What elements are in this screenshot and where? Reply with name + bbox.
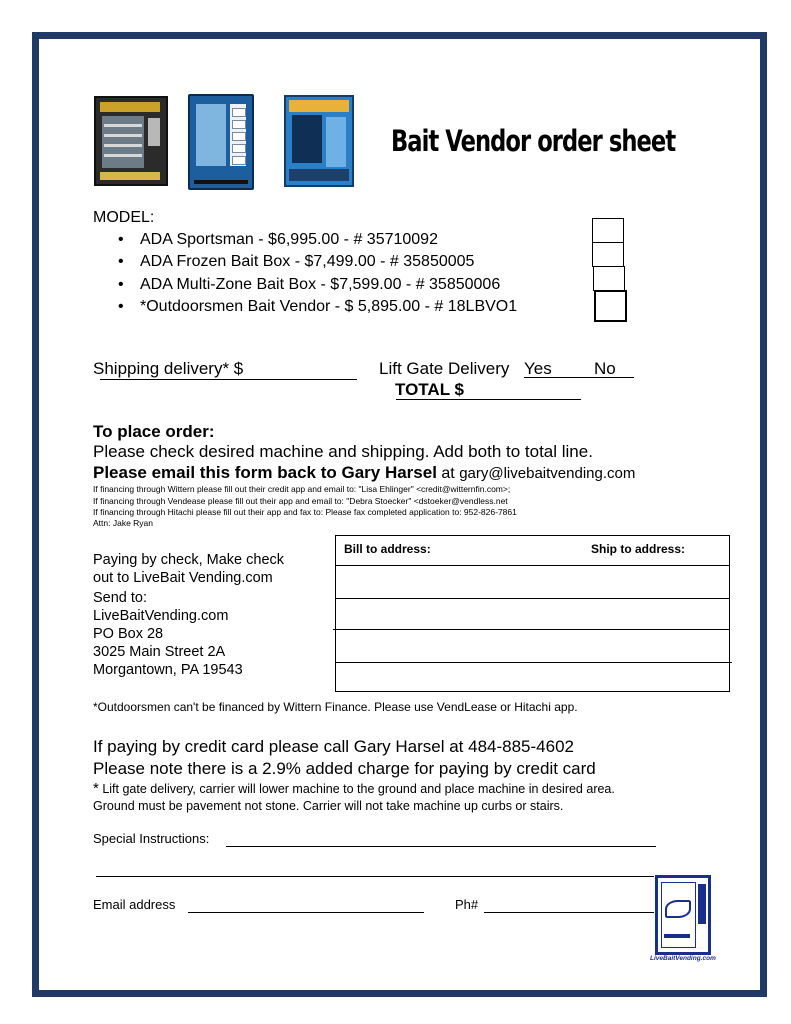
email-address-label: Email address bbox=[93, 897, 176, 912]
total-line[interactable] bbox=[396, 399, 581, 400]
shipping-label: Shipping delivery* $ bbox=[93, 359, 244, 378]
model-option-frozen: ADA Frozen Bait Box - $7,499.00 - # 35850005 bbox=[140, 253, 475, 270]
mail-address-line: PO Box 28 bbox=[93, 626, 164, 642]
financing-hitachi: If financing through Hitachi please fill out their app and fax to: Please fax completed application to: 952-826-7861 bbox=[93, 507, 517, 517]
liftgate-note-text: Lift gate delivery, carrier will lower machine to the ground and place machine in desired area. bbox=[98, 782, 615, 796]
liftgate-note-1 bbox=[93, 780, 615, 798]
outdoorsmen-note: *Outdoorsmen can't be financed by Wittern Finance. Please use VendLease or Hitachi app. bbox=[93, 700, 578, 714]
liftgate-yes[interactable]: Yes bbox=[524, 359, 552, 378]
address-box bbox=[335, 535, 730, 692]
checkbox-frozen[interactable] bbox=[592, 242, 624, 267]
check-line-1: Paying by check, Make check bbox=[93, 552, 285, 568]
phone-label: Ph# bbox=[455, 897, 479, 912]
logo-caption: LiveBaitVending.com bbox=[650, 955, 716, 962]
check-line-2: out to LiveBait Vending.com bbox=[93, 570, 273, 586]
credit-card-note-1: If paying by credit card please call Gary Harsel at 484-885-4602 bbox=[93, 737, 574, 756]
page-title: Bait Vendor order sheet bbox=[391, 124, 676, 158]
model-label: MODEL: bbox=[93, 209, 155, 226]
address-line[interactable] bbox=[336, 565, 729, 566]
address-line[interactable] bbox=[333, 629, 729, 630]
checkbox-multizone[interactable] bbox=[593, 266, 625, 291]
ada-sportsman-image bbox=[94, 96, 168, 186]
credit-card-note-2: Please note there is a 2.9% added charge for paying by credit card bbox=[93, 759, 596, 778]
financing-vendease: If financing through Vendease please fill out their app and email to: "Debra Stoecker" <dstoeker@vendless.net bbox=[93, 496, 508, 506]
model-option-sportsman: ADA Sportsman - $6,995.00 - # 35710092 bbox=[140, 231, 438, 248]
liftgate-label: Lift Gate Delivery bbox=[379, 359, 510, 378]
email-instruction bbox=[93, 463, 635, 483]
financing-attn: Attn: Jake Ryan bbox=[93, 518, 154, 528]
total-label: TOTAL $ bbox=[395, 380, 464, 399]
bullet: • bbox=[118, 298, 124, 315]
ship-to-label: Ship to address: bbox=[591, 542, 686, 556]
phone-line[interactable] bbox=[484, 912, 654, 913]
mail-address-line: LiveBaitVending.com bbox=[93, 608, 229, 624]
livebaitvending-logo bbox=[655, 875, 711, 955]
email-instruction-bold: Please email this form back to Gary Harsel bbox=[93, 463, 437, 482]
ada-frozen-bait-box-image bbox=[188, 94, 254, 190]
liftgate-no[interactable]: No bbox=[594, 359, 616, 378]
mail-address-line: Morgantown, PA 19543 bbox=[93, 662, 243, 678]
email-address-line[interactable] bbox=[188, 912, 424, 913]
address-line[interactable] bbox=[336, 598, 729, 599]
send-to-label: Send to: bbox=[93, 590, 148, 606]
checkbox-outdoorsmen[interactable] bbox=[594, 290, 627, 322]
shipping-amount-line[interactable] bbox=[100, 379, 357, 380]
liftgate-note-2: Ground must be pavement not stone. Carrier will not take machine up curbs or stairs. bbox=[93, 799, 564, 813]
checkbox-sportsman[interactable] bbox=[592, 218, 624, 243]
asterisk: * bbox=[93, 780, 99, 797]
liftgate-line bbox=[524, 377, 634, 378]
special-instructions-line[interactable] bbox=[226, 846, 656, 847]
special-instructions-label: Special Instructions: bbox=[93, 831, 210, 846]
outdoorsmen-bait-vendor-image bbox=[284, 95, 354, 187]
bullet: • bbox=[118, 253, 124, 270]
fish-icon bbox=[665, 900, 691, 918]
model-option-multizone: ADA Multi-Zone Bait Box - $7,599.00 - # 35850006 bbox=[140, 276, 501, 293]
address-line[interactable] bbox=[336, 662, 732, 663]
email-at: at bbox=[441, 465, 455, 482]
mail-address-line: 3025 Main Street 2A bbox=[93, 644, 226, 660]
bill-to-label: Bill to address: bbox=[344, 542, 431, 556]
bullet: • bbox=[118, 276, 124, 293]
order-heading: To place order: bbox=[93, 422, 215, 441]
bullet: • bbox=[118, 231, 124, 248]
financing-wittern: If financing through Wittern please fill out their credit app and email to: "Lisa Ehlinger" <credit@witternfin.com>; bbox=[93, 484, 511, 494]
special-instructions-line-2[interactable] bbox=[96, 876, 654, 877]
contact-email[interactable]: gary@livebaitvending.com bbox=[459, 465, 636, 482]
model-option-outdoorsmen: *Outdoorsmen Bait Vendor - $ 5,895.00 - # 18LBVO1 bbox=[140, 298, 518, 315]
order-instruction: Please check desired machine and shipping. Add both to total line. bbox=[93, 442, 593, 461]
